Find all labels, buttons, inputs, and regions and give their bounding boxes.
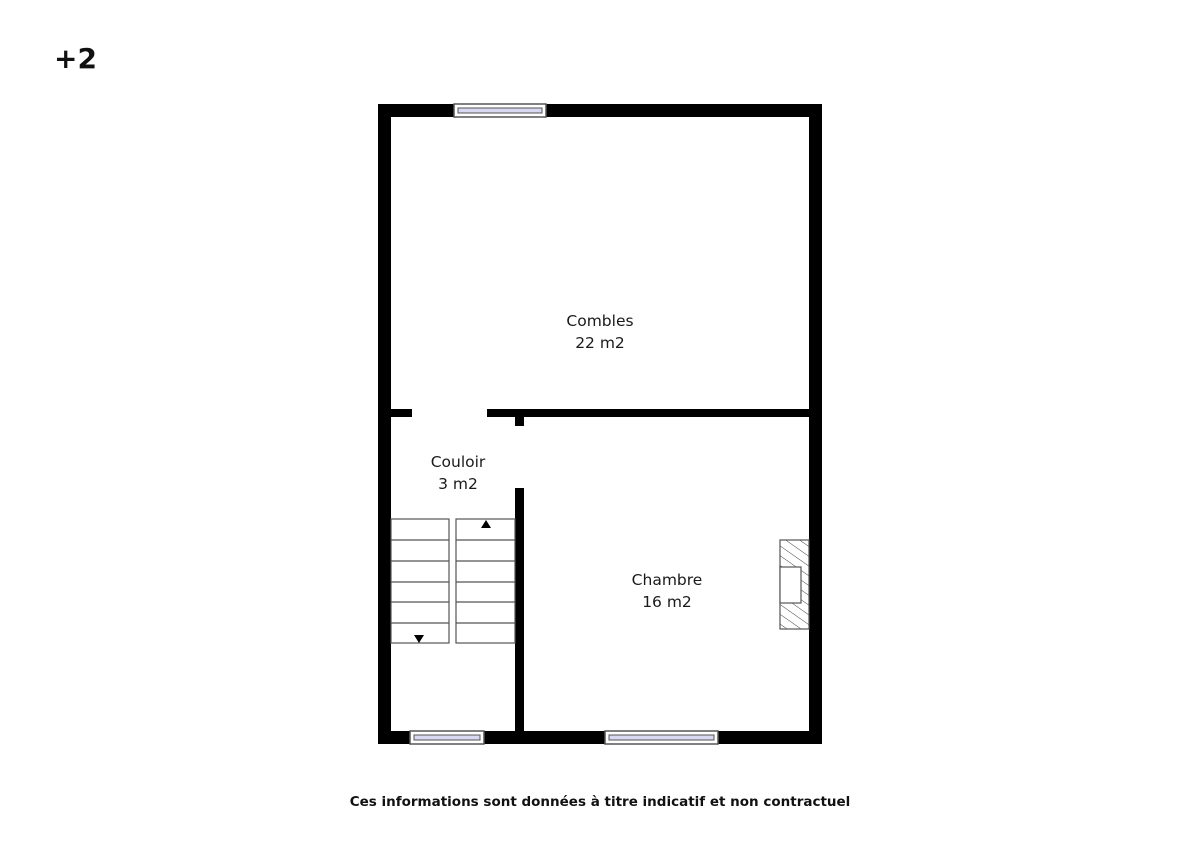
wall-combles-chambre xyxy=(487,409,809,417)
wall-right xyxy=(809,104,822,744)
wall-left xyxy=(378,104,391,744)
wall-combles-left-stub xyxy=(391,409,412,417)
room-name-combles: Combles xyxy=(566,312,634,330)
window-top xyxy=(454,104,546,117)
wall-top xyxy=(378,104,822,117)
floor-level-label: +2 xyxy=(54,42,97,75)
room-area-combles: 22 m2 xyxy=(575,334,625,352)
exterior-walls xyxy=(378,104,822,744)
wall-couloir-chambre xyxy=(515,488,524,731)
room-area-chambre: 16 m2 xyxy=(642,593,692,611)
room-name-couloir: Couloir xyxy=(430,453,486,471)
window-bottom-chambre xyxy=(605,731,718,744)
staircase xyxy=(391,519,515,643)
window-bottom-couloir xyxy=(410,731,484,744)
room-name-chambre: Chambre xyxy=(631,571,703,589)
disclaimer-text: Ces informations sont données à titre indicatif et non contractuel xyxy=(349,794,851,810)
room-area-couloir: 3 m2 xyxy=(438,475,478,493)
chimney xyxy=(780,540,809,629)
wall-post xyxy=(515,417,524,426)
